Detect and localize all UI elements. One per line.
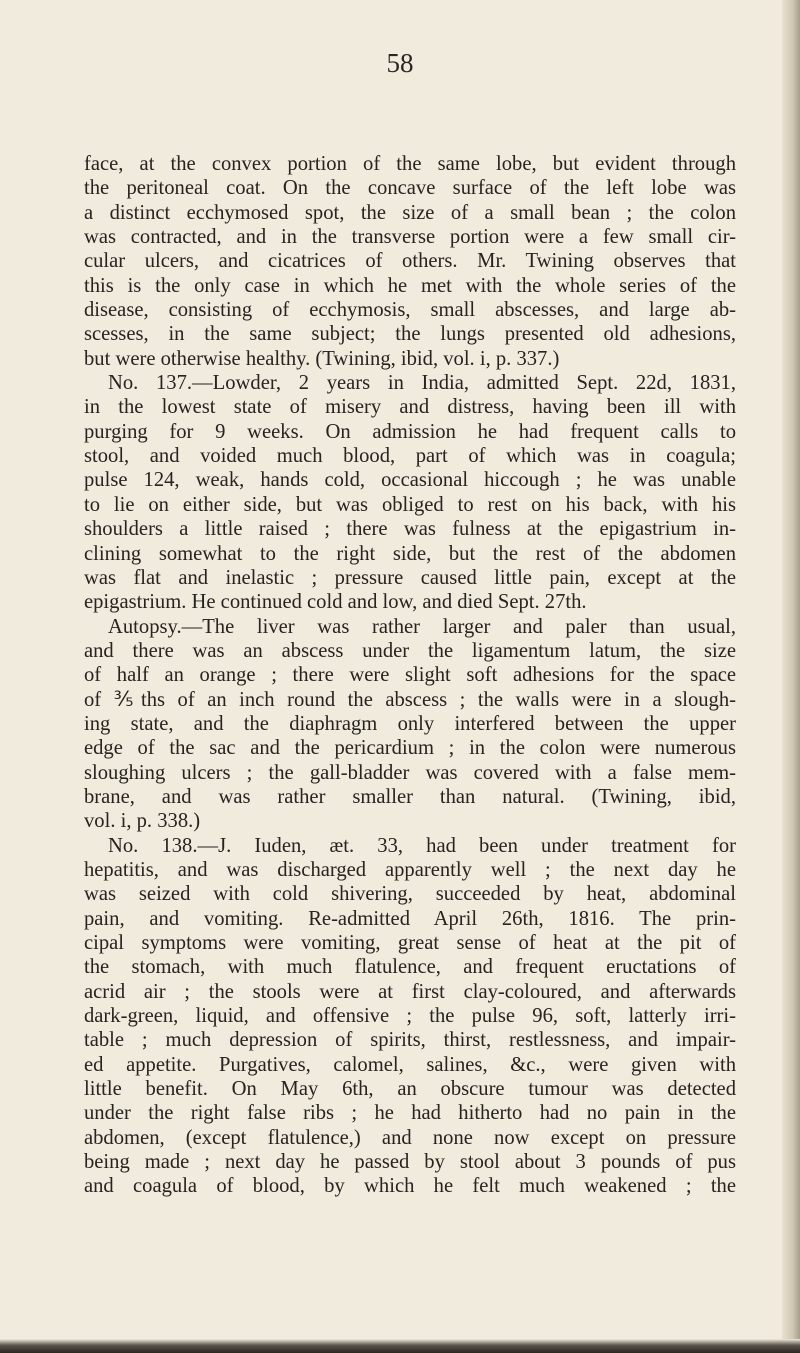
text-line: No. 137.—Lowder, 2 years in India, admitted Sept. 22d, 1831, xyxy=(108,372,736,395)
text-line: was seized with cold shivering, succeeded by heat, abdominal xyxy=(84,883,736,906)
text-line: acrid air ; the stools were at first clay-coloured, and afterwards xyxy=(84,980,736,1003)
text-line: this is the only case in which he met with the whole series of the xyxy=(84,274,736,297)
text-line: was flat and inelastic ; pressure caused little pain, except at the xyxy=(84,566,736,589)
text-line: No. 138.—J. Iuden, æt. 33, had been under treatment for xyxy=(108,834,736,857)
page-number: 58 xyxy=(386,48,414,78)
text-line: sloughing ulcers ; the gall-bladder was covered with a false mem- xyxy=(84,761,736,784)
text-line: Autopsy.—The liver was rather larger and paler than usual, xyxy=(108,615,736,638)
text-line: under the right false ribs ; he had hitherto had no pain in the xyxy=(84,1102,736,1125)
text-line: vol. i, p. 338.) xyxy=(84,810,201,833)
text-line: the peritoneal coat. On the concave surface of the left lobe was xyxy=(84,177,736,200)
text-line: cular ulcers, and cicatrices of others. Mr. Twining observes that xyxy=(84,250,736,273)
text-line: to lie on either side, but was obliged to rest on his back, with his xyxy=(84,493,736,516)
text-line: but were otherwise healthy. (Twining, ibid, vol. i, p. 337.) xyxy=(84,347,560,370)
text-line: was contracted, and in the transverse portion were a few small cir- xyxy=(84,226,736,249)
text-line: little benefit. On May 6th, an obscure tumour was detected xyxy=(84,1078,736,1101)
body-text xyxy=(84,152,736,1199)
page-spine-edge xyxy=(782,0,800,1353)
text-line: clining somewhat to the right side, but the rest of the abdomen xyxy=(84,542,736,565)
text-line: ed appetite. Purgatives, calomel, salines, &c., were given with xyxy=(84,1053,736,1076)
text-line: face, at the convex portion of the same lobe, but evident through xyxy=(84,153,736,175)
text-line: purging for 9 weeks. On admission he had frequent calls to xyxy=(84,420,736,443)
text-line: of half an orange ; there were slight soft adhesions for the space xyxy=(84,664,736,687)
text-line: dark-green, liquid, and offensive ; the pulse 96, soft, latterly irri- xyxy=(84,1005,736,1028)
text-line: table ; much depression of spirits, thirst, restlessness, and impair- xyxy=(84,1029,736,1052)
text-line: shoulders a little raised ; there was fulness at the epigastrium in- xyxy=(84,518,736,541)
text-line: the stomach, with much flatulence, and frequent eructations of xyxy=(84,956,736,979)
text-line: brane, and was rather smaller than natural. (Twining, ibid, xyxy=(84,785,736,808)
text-line: being made ; next day he passed by stool about 3 pounds of pus xyxy=(84,1151,736,1174)
text-line: and there was an abscess under the ligamentum latum, the size xyxy=(84,639,736,662)
text-line: pulse 124, weak, hands cold, occasional hiccough ; he was unable xyxy=(84,469,736,492)
text-line: pain, and vomiting. Re-admitted April 26th, 1816. The prin- xyxy=(84,907,736,930)
text-line: and coagula of blood, by which he felt much weakened ; the xyxy=(84,1175,736,1198)
page-bottom-edge xyxy=(0,1339,800,1353)
text-line: in the lowest state of misery and distress, having been ill with xyxy=(84,396,736,419)
text-line: ing state, and the diaphragm only interfered between the upper xyxy=(84,712,736,735)
text-line: disease, consisting of ecchymosis, small abscesses, and large ab- xyxy=(84,299,736,322)
text-line: abdomen, (except flatulence,) and none now except on pressure xyxy=(84,1126,736,1149)
text-line: hepatitis, and was discharged apparently well ; the next day he xyxy=(84,858,736,881)
text-line: edge of the sac and the pericardium ; in the colon were numerous xyxy=(84,737,736,760)
text-line: cipal symptoms were vomiting, great sense of heat at the pit of xyxy=(84,932,736,954)
text-line: scesses, in the same subject; the lungs presented old adhesions, xyxy=(84,323,736,346)
text-line: a distinct ecchymosed spot, the size of a small bean ; the colon xyxy=(84,201,736,224)
text-line: epigastrium. He continued cold and low, and died Sept. 27th. xyxy=(84,591,587,614)
text-line: stool, and voided much blood, part of which was in coagula; xyxy=(84,445,736,468)
text-line: of ⅗ths of an inch round the abscess ; the walls were in a slough- xyxy=(84,688,736,711)
